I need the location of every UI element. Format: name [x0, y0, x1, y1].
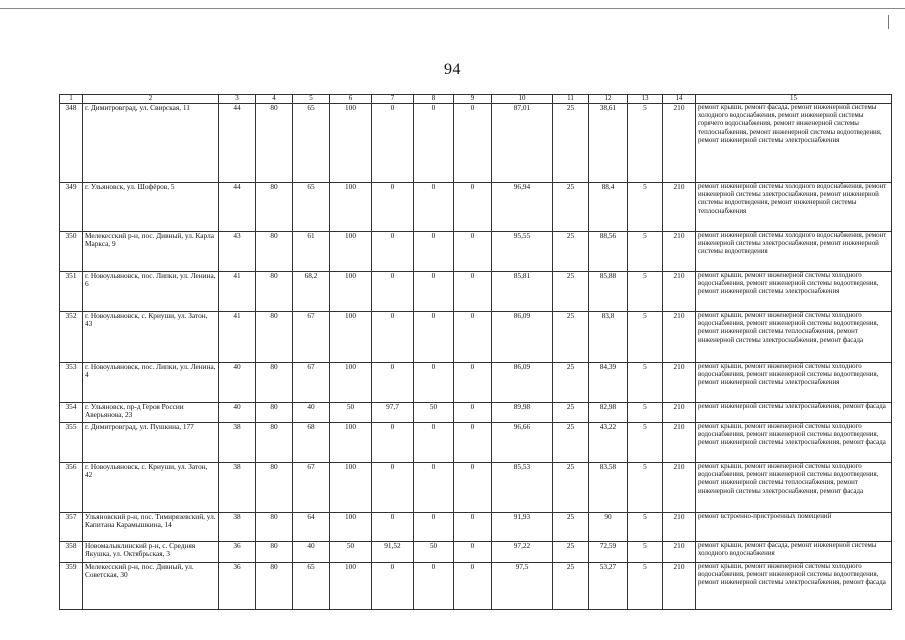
table-cell: 97,22 [492, 542, 553, 563]
column-header: 12 [589, 95, 628, 104]
table-cell: 210 [663, 104, 696, 183]
address-cell: Ульяновский р-н, пос. Тимирязевский, ул. Капитана Карамышкина, 14 [83, 513, 219, 542]
table-cell: 50 [414, 542, 454, 563]
table-row [60, 363, 892, 403]
table-cell: 40 [293, 542, 330, 563]
table-cell: 0 [454, 363, 492, 403]
table-cell: 100 [330, 272, 372, 312]
table-cell: 43,22 [589, 423, 628, 463]
address-cell: г. Димитровград, ул. Пушкина, 177 [83, 423, 219, 463]
table-cell: 210 [663, 183, 696, 232]
table-cell: 44 [219, 183, 256, 232]
works-cell: ремонт крыши, ремонт инженерной системы холодного водоснабжения, ремонт инженерной системы водоотведения, ремонт инженерной системы электроснабжения, ремонт фасада [696, 563, 892, 610]
table-cell: 67 [293, 312, 330, 363]
table-cell: 40 [219, 363, 256, 403]
table-cell: 80 [256, 104, 293, 183]
table-cell: 0 [414, 312, 454, 363]
works-cell: ремонт инженерной системы холодного водоснабжения, ремонт инженерной системы электроснабжения, ремонт инженерной системы водоотведения [696, 232, 892, 272]
table-cell: 0 [454, 272, 492, 312]
table-cell: 38 [219, 513, 256, 542]
table-cell: 95,55 [492, 232, 553, 272]
table-cell: 25 [553, 513, 589, 542]
works-cell: ремонт крыши, ремонт фасада, ремонт инженерной системы холодного водоснабжения [696, 542, 892, 563]
works-cell: ремонт крыши, ремонт инженерной системы холодного водоснабжения, ремонт инженерной системы водоотведения, ремонт инженерной системы теплоснабжения, ремонт инженерной системы электроснабжения, ремонт фасада [696, 312, 892, 363]
table-cell: 36 [219, 563, 256, 610]
column-header: 7 [372, 95, 414, 104]
column-header: 14 [663, 95, 696, 104]
table-row [60, 542, 892, 563]
table-cell: 67 [293, 463, 330, 513]
table-cell: 82,98 [589, 403, 628, 423]
table-cell: 83,8 [589, 312, 628, 363]
table-cell: 96,66 [492, 423, 553, 463]
address-cell: г. Новоульяновск, пос. Липки, ул. Ленина, 4 [83, 363, 219, 403]
works-cell: ремонт крыши, ремонт инженерной системы холодного водоснабжения, ремонт инженерной системы водоотведения, ремонт инженерной системы электроснабжения [696, 363, 892, 403]
table-cell: 0 [414, 463, 454, 513]
table-cell: 41 [219, 312, 256, 363]
table-cell: 210 [663, 272, 696, 312]
table-cell: 80 [256, 463, 293, 513]
table-cell: 86,09 [492, 363, 553, 403]
table-cell: 80 [256, 542, 293, 563]
address-cell: г. Новоульяновск, пос. Липки, ул. Ленина, 6 [83, 272, 219, 312]
address-cell: г. Новоульяновск, с. Криуши, ул. Затон, 43 [83, 312, 219, 363]
table-cell: 25 [553, 272, 589, 312]
address-cell: Мелекесский р-н, пос. Дивный, ул. Карла Маркса, 9 [83, 232, 219, 272]
table-cell: 0 [454, 513, 492, 542]
table-cell: 25 [553, 104, 589, 183]
table-cell: 90 [589, 513, 628, 542]
table-cell: 50 [330, 403, 372, 423]
table-row [60, 232, 892, 272]
table-cell: 65 [293, 563, 330, 610]
table-cell: 65 [293, 183, 330, 232]
address-cell: г. Ульяновск, ул. Шофёров, 5 [83, 183, 219, 232]
table-row [60, 463, 892, 513]
table-cell: 100 [330, 363, 372, 403]
table-cell: 25 [553, 183, 589, 232]
works-cell: ремонт крыши, ремонт инженерной системы холодного водоснабжения, ремонт инженерной системы водоотведения, ремонт инженерной системы электроснабжения, ремонт фасада [696, 423, 892, 463]
table-cell: 210 [663, 363, 696, 403]
table-cell: 5 [628, 542, 663, 563]
table-cell: 100 [330, 104, 372, 183]
table-cell: 0 [372, 232, 414, 272]
table-cell: 0 [454, 403, 492, 423]
table-cell: 0 [414, 272, 454, 312]
works-cell: ремонт крыши, ремонт инженерной системы холодного водоснабжения, ремонт инженерной системы водоотведения, ремонт инженерной системы электроснабжения [696, 272, 892, 312]
table-cell: 36 [219, 542, 256, 563]
table-cell: 44 [219, 104, 256, 183]
column-header: 6 [330, 95, 372, 104]
table-cell: 40 [293, 403, 330, 423]
column-header: 2 [83, 95, 219, 104]
table-cell: 210 [663, 232, 696, 272]
table-cell: 0 [414, 183, 454, 232]
table-cell: 0 [454, 542, 492, 563]
table-cell: 64 [293, 513, 330, 542]
table-row [60, 272, 892, 312]
table-cell: 0 [414, 513, 454, 542]
table-cell: 25 [553, 423, 589, 463]
table-cell: 50 [414, 403, 454, 423]
table-cell: 0 [372, 463, 414, 513]
table-cell: 43 [219, 232, 256, 272]
table-cell: 25 [553, 363, 589, 403]
table-cell: 210 [663, 312, 696, 363]
table-cell: 50 [330, 542, 372, 563]
table-cell: 5 [628, 312, 663, 363]
address-cell: Новомалыклинский р-н, с. Средняя Якушка, ул. Октябрьская, 3 [83, 542, 219, 563]
data-table-container [59, 94, 891, 610]
table-cell: 0 [414, 363, 454, 403]
table-cell: 25 [553, 403, 589, 423]
table-cell: 0 [414, 104, 454, 183]
table-row [60, 513, 892, 542]
table-cell: 68,2 [293, 272, 330, 312]
table-cell: 85,53 [492, 463, 553, 513]
row-number: 355 [60, 423, 83, 463]
table-cell: 100 [330, 563, 372, 610]
row-number: 358 [60, 542, 83, 563]
works-cell: ремонт инженерной системы холодного водоснабжения, ремонт инженерной системы электроснабжения, ремонт инженерной системы водоотведения, ремонт инженерной системы теплоснабжения [696, 183, 892, 232]
table-cell: 88,56 [589, 232, 628, 272]
table-cell: 85,88 [589, 272, 628, 312]
table-cell: 0 [414, 563, 454, 610]
table-cell: 80 [256, 312, 293, 363]
address-cell: Мелекесский р-н, пос. Дивный, ул. Советская, 30 [83, 563, 219, 610]
table-cell: 89,98 [492, 403, 553, 423]
table-cell: 67 [293, 363, 330, 403]
table-cell: 0 [372, 272, 414, 312]
table-row [60, 312, 892, 363]
table-cell: 210 [663, 542, 696, 563]
table-cell: 25 [553, 563, 589, 610]
table-cell: 84,39 [589, 363, 628, 403]
column-header: 13 [628, 95, 663, 104]
table-cell: 25 [553, 232, 589, 272]
table-cell: 87,01 [492, 104, 553, 183]
table-cell: 61 [293, 232, 330, 272]
column-number-row [60, 95, 892, 104]
address-cell: г. Новоульяновск, с. Криуши, ул. Затон, 42 [83, 463, 219, 513]
scan-mark [888, 15, 889, 29]
table-cell: 25 [553, 463, 589, 513]
table-row [60, 104, 892, 183]
table-cell: 80 [256, 232, 293, 272]
column-header: 4 [256, 95, 293, 104]
table-cell: 0 [454, 312, 492, 363]
address-cell: г. Ульяновск, пр-д Героя России Аверьянова, 23 [83, 403, 219, 423]
table-cell: 80 [256, 183, 293, 232]
column-header: 10 [492, 95, 553, 104]
column-header: 9 [454, 95, 492, 104]
table-cell: 100 [330, 312, 372, 363]
table-cell: 0 [454, 232, 492, 272]
table-cell: 5 [628, 232, 663, 272]
table-cell: 5 [628, 363, 663, 403]
table-cell: 5 [628, 183, 663, 232]
table-cell: 80 [256, 403, 293, 423]
table-cell: 25 [553, 542, 589, 563]
table-cell: 97,7 [372, 403, 414, 423]
row-number: 353 [60, 363, 83, 403]
table-cell: 91,52 [372, 542, 414, 563]
table-cell: 100 [330, 423, 372, 463]
table-cell: 0 [372, 104, 414, 183]
table-cell: 65 [293, 104, 330, 183]
column-header: 8 [414, 95, 454, 104]
data-table [59, 94, 892, 610]
table-cell: 80 [256, 513, 293, 542]
row-number: 354 [60, 403, 83, 423]
row-number: 348 [60, 104, 83, 183]
table-cell: 5 [628, 463, 663, 513]
table-cell: 0 [454, 423, 492, 463]
works-cell: ремонт встроенно-пристроенных помещений [696, 513, 892, 542]
table-cell: 86,09 [492, 312, 553, 363]
table-cell: 40 [219, 403, 256, 423]
table-cell: 0 [372, 183, 414, 232]
table-cell: 0 [372, 423, 414, 463]
table-cell: 25 [553, 312, 589, 363]
table-cell: 80 [256, 272, 293, 312]
table-cell: 100 [330, 183, 372, 232]
table-cell: 210 [663, 513, 696, 542]
table-cell: 210 [663, 403, 696, 423]
column-header: 3 [219, 95, 256, 104]
table-cell: 72,59 [589, 542, 628, 563]
table-cell: 5 [628, 403, 663, 423]
row-number: 352 [60, 312, 83, 363]
table-cell: 80 [256, 423, 293, 463]
table-cell: 38 [219, 463, 256, 513]
table-cell: 0 [454, 563, 492, 610]
table-cell: 100 [330, 513, 372, 542]
works-cell: ремонт инженерной системы электроснабжения, ремонт фасада [696, 403, 892, 423]
table-cell: 41 [219, 272, 256, 312]
column-header: 11 [553, 95, 589, 104]
table-cell: 0 [454, 104, 492, 183]
row-number: 351 [60, 272, 83, 312]
table-cell: 100 [330, 463, 372, 513]
table-cell: 0 [414, 232, 454, 272]
table-cell: 80 [256, 363, 293, 403]
table-cell: 38 [219, 423, 256, 463]
table-cell: 5 [628, 423, 663, 463]
table-cell: 210 [663, 423, 696, 463]
table-cell: 97,5 [492, 563, 553, 610]
row-number: 357 [60, 513, 83, 542]
table-cell: 5 [628, 513, 663, 542]
table-cell: 91,93 [492, 513, 553, 542]
table-cell: 88,4 [589, 183, 628, 232]
table-cell: 0 [372, 513, 414, 542]
row-number: 349 [60, 183, 83, 232]
table-cell: 5 [628, 272, 663, 312]
row-number: 359 [60, 563, 83, 610]
table-cell: 0 [372, 312, 414, 363]
table-cell: 5 [628, 104, 663, 183]
table-cell: 85,81 [492, 272, 553, 312]
address-cell: г. Димитровград, ул. Свирская, 11 [83, 104, 219, 183]
row-number: 350 [60, 232, 83, 272]
table-cell: 80 [256, 563, 293, 610]
table-cell: 210 [663, 563, 696, 610]
table-cell: 96,94 [492, 183, 553, 232]
table-cell: 5 [628, 563, 663, 610]
column-header: 1 [60, 95, 83, 104]
table-cell: 0 [414, 423, 454, 463]
table-row [60, 423, 892, 463]
table-cell: 0 [372, 363, 414, 403]
table-cell: 0 [372, 563, 414, 610]
table-cell: 68 [293, 423, 330, 463]
table-cell: 0 [454, 183, 492, 232]
scan-edge-line [0, 8, 905, 9]
row-number: 356 [60, 463, 83, 513]
table-row [60, 563, 892, 610]
column-header: 15 [696, 95, 892, 104]
table-cell: 83,58 [589, 463, 628, 513]
page-number: 94 [444, 61, 461, 78]
table-cell: 210 [663, 463, 696, 513]
column-header: 5 [293, 95, 330, 104]
table-cell: 100 [330, 232, 372, 272]
works-cell: ремонт крыши, ремонт фасада, ремонт инженерной системы холодного водоснабжения, ремонт инженерной системы горячего водоснабжения, ремонт инженерной системы теплоснабжения, ремонт инженерной системы водоотведения, ремонт инженерной системы электроснабжения [696, 104, 892, 183]
table-cell: 38,61 [589, 104, 628, 183]
table-row [60, 403, 892, 423]
table-cell: 53,27 [589, 563, 628, 610]
table-row [60, 183, 892, 232]
works-cell: ремонт крыши, ремонт инженерной системы холодного водоснабжения, ремонт инженерной системы водоотведения, ремонт инженерной системы теплоснабжения, ремонт инженерной системы электроснабжения, ремонт фасада [696, 463, 892, 513]
table-cell: 0 [454, 463, 492, 513]
